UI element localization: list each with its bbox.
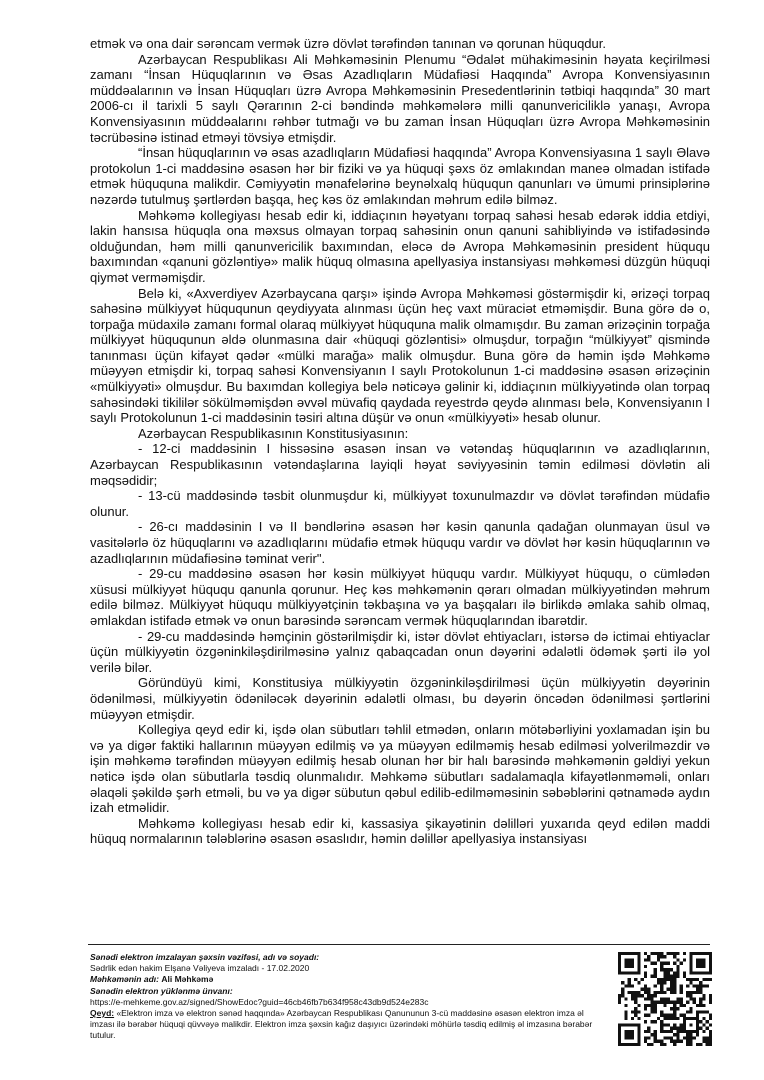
paragraph: - 13-cü maddəsində təsbit olunmuşdur ki, mülkiyyət toxunulmazdır və dövlət tərəfindən müdafiə olunur. (90, 488, 710, 519)
note-line (90, 1008, 606, 1042)
court-label: Məhkəmənin adı: (90, 974, 159, 985)
paragraph: - 29-cu maddəsində həmçinin göstərilmişdir ki, istər dövlət ehtiyacları, istərsə də ictimai ehtiyaclar üçün mülkiyyətin özgəninkiləşdirilməsinə yalnız qabaqcadan onun dəyərini ədalətli ödəmək şərti ilə yol verilə bilər. (90, 628, 710, 675)
qr-code-icon (618, 952, 712, 1046)
paragraph: Azərbaycan Respublikasının Konstitusiyasının: (138, 425, 409, 441)
paragraph: etmək və ona dair sərəncam vermək üzrə dövlət tərəfindən tanınan və qorunan hüquqdur. (90, 36, 606, 51)
document-body (90, 36, 710, 847)
court-value: Ali Məhkəmə (161, 974, 214, 985)
qr-code-graphic (618, 952, 712, 1046)
note-label: Qeyd: (90, 1008, 115, 1019)
address-heading: Sənədin elektron yüklənmə ünvanı: (90, 985, 233, 996)
paragraph: - 29-cu maddəsinə əsasən hər kəsin mülkiyyət hüququ vardır. Mülkiyyət hüququ, o cümlədən xüsusi mülkiyyət hüququ qanunla qorunur. Heç kəs məhkəmənin qərarı olmadan mülkiyyətindən məhrum edilə bilməz. Mülkiyyət hüququ mülkiyyətçinin təkbaşına və ya başqaları ilə birlikdə əmlaka sahib olmaq, əmlakdan istifadə etmək və onun barəsində sərəncam vermək hüquqlarından ibarətdir. (90, 566, 710, 628)
paragraph: Azərbaycan Respublikası Ali Məhkəməsinin Plenumu “Ədalət mühakiməsinin həyata keçirilməsi zamanı “İnsan Hüquqlarının və Əsas Azadlıqların Müdafiəsi Haqqında” Avropa Konvensiyasının müddəalarının və İnsan Hüquqları üzrə Avropa Məhkəməsinin Presedentlərinin tətbiqi haqqında” 30 mart 2006-cı il tarixli 5 saylı Qərarının 2-ci bəndində məhkəmələrə milli qanunvericiliklə yanaşı, Avropa Konvensiyasının müddəalarını rəhbər tutmağı və bu zaman İnsan Hüquqları üzrə Avropa Məhkəməsinin təcrübəsinə istinad etməyi tövsiyə etmişdir. (90, 51, 710, 145)
signature-footer (90, 952, 606, 1042)
footer-divider (88, 944, 710, 945)
paragraph: Məhkəmə kollegiyası hesab edir ki, iddiaçının həyətyanı torpaq sahəsi hesab edərək iddia etdiyi, lakin hansısa hüquqla ona məxsus olmayan torpaq sahəsinin onun qanuni sahibliyində və istifadəsində olduğundan, həm milli qanunvericilik baxımından, eləcə də Avropa Məhkəməsinin president hüququ baxımından «qanuni gözləntiyə» malik hüquq olmasına apellyasiya instansiyası məhkəməsi düzgün hüquqi qiymət verməmişdir. (90, 207, 710, 285)
paragraph: “İnsan hüquqlarının və əsas azadlıqların Müdafiəsi haqqında” Avropa Konvensiyasına 1 saylı Əlavə protokolun 1-ci maddəsinə əsasən hər bir fiziki və ya hüquqi şəxs öz əmlakından maneə olmadan istifadə etmək hüququna malikdir. Cəmiyyətin mənafelərinə beynəlxalq hüququn qanunları və ümumi prinsiplərinə nəzərdə tutulmuş şərtlərdən başqa, heç kəs öz əmlakından məhrum edilə bilməz. (90, 145, 710, 207)
paragraph: - 12-ci maddəsinin I hissəsinə əsasən insan və vətəndaş hüquqlarının və azadlıqlarının, Azərbaycan Respublikasının vətəndaşlarına layiqli həyat səviyyəsinin təmin edilməsi dövlətin ali məqsədidir; (90, 441, 710, 488)
court-line (90, 974, 606, 985)
paragraph: Məhkəmə kollegiyası hesab edir ki, kassasiya şikayətinin dəlilləri yuxarıda qeyd edilən maddi hüquq normalarının tələblərinə əsasən əsaslıdır, həmin dəlillər apellyasiya instansiyası (90, 815, 710, 847)
paragraph: Belə ki, «Axverdiyev Azərbaycana qarşı» işində Avropa Məhkəməsi göstərmişdir ki, ərizəçi torpaq sahəsinə mülkiyyət hüququnun qeydiyyata alınması üçün heç vaxt müraciət etməmişdir. Buna görə də o, torpağa müdaxilə zamanı formal olaraq mülkiyyət hüququna malik olmamışdır. Bu zaman ərizəçinin torpağa mülkiyyət hüququnun əldə olunmasına dair «hüquqi gözləntisi» olmuşdur, torpağın “mülkiyyət” qismində tanınması üçün kifayət qədər «mülki marağa» malik olmuşdur. Buna görə də həmin işdə Məhkəmə müəyyən etmişdir ki, torpaq sahəsi Konvensiyanın I saylı Protokolunun 1-ci maddəsinə əsasən ərizəçinin «mülkiyyəti» olmuşdur. Bu baxımdan kollegiya belə nəticəyə gəlinir ki, iddiaçının mülkiyyətində olan torpaq sahəsindəki tikililər sökülməmişdən əvvəl müvafiq qaydada reyestrdə qeydə alınması belə, Konvensiyanın I saylı Protokolunun 1-ci maddəsinin təsiri altına düşür və onun «mülkiyyəti» hesab olunur. (90, 285, 710, 426)
paragraph: Göründüyü kimi, Konstitusiya mülkiyyətin özgəninkiləşdirilməsi üçün mülkiyyətin dəyərinin ödənilməsi, mülkiyyətin ödəniləcək dəyərinin ədalətli olması, bu dəyərin öncədən ödənilməsi şərtlərini müəyyən etmişdir. (90, 675, 710, 722)
signer-value: Sədrlik edən hakim Elşanə Vəliyeva imzaladı - 17.02.2020 (90, 963, 310, 974)
paragraph: Kollegiya qeyd edir ki, işdə olan sübutları təhlil etmədən, onların mötəbərliyini yoxlamadan işin bu və ya digər faktiki hallarının müəyyən edilmiş və ya müəyyən edilməmiş hesab edilməsi yolverilməzdir və işin məhkəmə tərəfindən müəyyən edilmiş hesab olunan hər bir halı barəsində məhkəmənin gəldiyi yekun nəticə işdə olan sübutlarla təsdiq olunmalıdır. Məhkəmə sübutları sadalamaqla kifayətlənməməli, onları əlaqəli şəkildə şərh etməli, bu və ya digər sübutun qəbul edilib-edilməməsinin səbəblərini qətnamədə aydın izah etməlidir. (90, 722, 710, 816)
signer-heading: Sənədi elektron imzalayan şəxsin vəzifəsi, adı və soyadı: (90, 952, 320, 962)
paragraph: - 26-cı maddəsinin I və II bəndlərinə əsasən hər kəsin qanunla qadağan olunmayan üsul və vasitələrlə öz hüquqlarını və azadlıqlarını müdafiə etmək hüququ vardır və dövlət hər kəsin hüquqlarının və azadlıqlarının müdafiəsinə təminat verir". (90, 519, 710, 566)
note-text: «Elektron imza və elektron sənəd haqqında» Azərbaycan Respublikası Qanununun 3-cü maddəsinə əsasən elektron imza əl imzası ilə bərabər hüquqi qüvvəyə malikdir. Elektron imza şəxsin kağız daşıyıcı üzərindəki möhürlə təsdiq edilmiş əl imzasına bərabər tutulur. (90, 1008, 593, 1041)
document-url[interactable]: https://e-mehkeme.gov.az/signed/ShowEdoc?guid=46cb46fb7b634f958c43db9d524e283c (90, 996, 429, 1007)
